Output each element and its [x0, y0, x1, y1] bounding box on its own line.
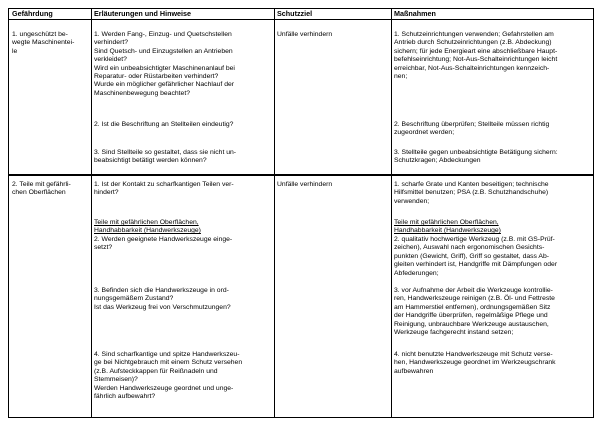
row1-explanation-3: 3. Sind Stellteile so gestaltet, dass sie nicht un- beabsichtigt betätigt werden können?	[94, 149, 237, 165]
row1-protection-goal: Unfälle verhindern	[277, 31, 333, 38]
row1-explanation-1: 1. Werden Fang-, Einzug- und Quetschstellen verhindert? Sind Quetsch- und Einzugstellen an Antrieben verkleidet? Wird ein unbeabsichtigter Maschinenanlauf bei Reparatur- oder Rüstarbeiten verhindert? Wurde ein möglicher gefährlicher Nachlauf der Maschinenbewegung beachtet?	[94, 31, 235, 97]
header-massnahmen: Maßnahmen	[394, 9, 436, 18]
row2-explanation-3: 3. Befinden sich die Handwerkszeuge in ord- nungsgemäßem Zustand? Ist das Werkzeug frei von Verschmutzungen?	[94, 287, 231, 311]
header-schutzziel: Schutzziel	[277, 9, 313, 18]
hazard-table-1	[8, 8, 594, 175]
row1-measure-1: 1. Schutzeinrichtungen verwenden; Gefahrstellen am Antrieb durch Schutzeinrichtungen (z.B. Abdeckung) sichern; für jede Energieart eine abschließbare Haupt- befehlseinrichtung; Not-Aus-Schalteinrichtungen leicht erreichbar, Not-Aus-Schalteinrichtungen kennzeich- nen;	[394, 31, 558, 81]
row1-measure-3: 3. Stellteile gegen unbeabsichtigte Betätigung sichern: Schutzkragen; Abdeckungen	[394, 149, 558, 165]
row1-hazard: 1. ungeschützt be- wegte Maschinentei- le	[12, 31, 75, 55]
header-divider	[9, 19, 593, 20]
row2-explanation-2: 2. Werden geeignete Handwerkszeuge einge- setzt?	[94, 236, 233, 252]
hazard-table-2	[8, 175, 594, 418]
row1-explanation-2: 2. Ist die Beschriftung an Stellteilen eindeutig?	[94, 121, 234, 128]
row2-protection-goal: Unfälle verhindern	[277, 181, 333, 188]
row2-explanation-4: 4. Sind scharfkantige und spitze Handwerkszeu- ge bei Nichtgebrauch mit einem Schutz versehen (z.B. Aufsteckkappen für Reißnadeln und Stemmeisen)? Werden Handwerkszeuge geordnet und unge- fährlich aufbewahrt?	[94, 351, 243, 401]
row2-measure-4: 4. nicht benutzte Handwerkszeuge mit Schutz verse- hen, Handwerkszeuge geordnet im Werkzeugschrank aufbewahren	[394, 351, 556, 375]
row2-hazard: 2. Teile mit gefährli- chen Oberflächen	[12, 181, 71, 197]
row2-explanation-subheading: Teile mit gefährlichen Oberflächen, Handhabbarkeit (Handwerkszeuge)	[94, 219, 201, 235]
row2-measure-2: 2. qualitativ hochwertige Werkzeug (z.B. mit GS-Prüf- zeichen), Auswahl nach ergonomischen Gesichts- punkten (Gewicht, Griff), Griff so gestaltet, dass Ab- gleiten verhindert ist, Handgriffe mit Dämpfungen oder Abfederungen;	[394, 236, 558, 277]
header-gefaehrdung: Gefährdung	[12, 9, 53, 18]
row1-measure-2: 2. Beschriftung überprüfen; Stellteile müssen richtig zugeordnet werden;	[394, 121, 550, 137]
row2-explanation-1: 1. Ist der Kontakt zu scharfkantigen Teilen ver- hindert?	[94, 181, 234, 197]
header-erlaeuterungen: Erläuterungen und Hinweise	[94, 9, 192, 18]
row2-measure-3: 3. vor Aufnahme der Arbeit die Werkzeuge kontrollie- ren, Handwerkszeuge reinigen (z.B. Öl- und Fettreste am Hammerstiel entfernen), ordnungsgemäßen Sitz der Handgriffe überprüfen, regelmäßige Pflege und Reinigung, unbrauchbare Werkzeuge austauschen, Werkzeuge fachgerecht instand setzen;	[394, 287, 555, 337]
row2-measure-subheading: Teile mit gefährlichen Oberflächen, Handhabbarkeit (Handwerkszeuge)	[394, 219, 501, 235]
row2-measure-1: 1. scharfe Grate und Kanten beseitigen; technische Hilfsmittel benutzen; PSA (z.B. Schutzhandschuhe) verwenden;	[394, 181, 549, 205]
column-divider	[274, 176, 275, 417]
